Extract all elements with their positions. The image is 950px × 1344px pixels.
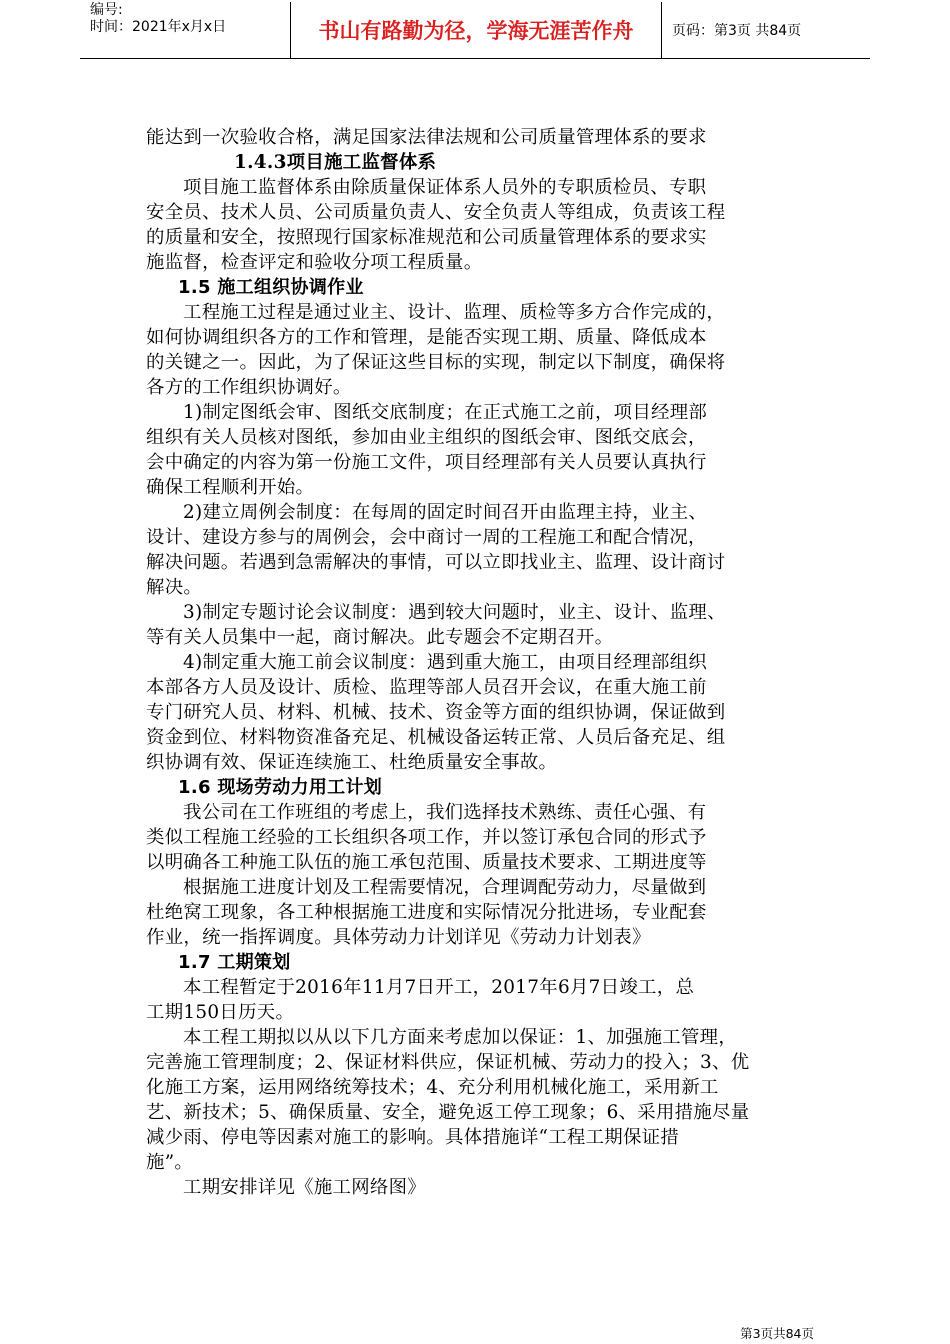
- body-line: 施监督，检查评定和验收分项工程质量。: [146, 252, 483, 273]
- body-line: 化施工方案，运用网络统筹技术；4、充分利用机械化施工，采用新工: [146, 1077, 719, 1098]
- header-meta: [80, 2, 291, 58]
- body-line: 会中确定的内容为第一份施工文件，项目经理部有关人员要认真执行: [146, 452, 707, 473]
- body-line: 减少雨、停电等因素对施工的影响。具体措施详“工程工期保证措: [146, 1127, 680, 1148]
- body-line: 组织有关人员核对图纸，参加由业主组织的图纸会审、图纸交底会，: [146, 427, 707, 448]
- body-line: 织协调有效、保证连续施工、杜绝质量安全事故。: [146, 752, 558, 773]
- section-heading-1-5: 1.5 施工组织协调作业: [178, 277, 364, 298]
- header-page-info: 页码：第3页 共84页: [672, 23, 802, 39]
- body-line: 3)制定专题讨论会议制度：遇到较大问题时，业主、设计、监理、: [183, 602, 726, 623]
- page-footer: 第3页共84页: [740, 1326, 814, 1341]
- body-line: 我公司在工作班组的考虑上，我们选择技术熟练、责任心强、有: [183, 802, 707, 823]
- body-line: 完善施工管理制度；2、保证材料供应，保证机械、劳动力的投入；3、优: [146, 1052, 750, 1073]
- body-line: 本部各方人员及设计、质检、监理等部人员召开会议，在重大施工前: [146, 677, 707, 698]
- body-line: 项目施工监督体系由除质量保证体系人员外的专职质检员、专职: [183, 177, 707, 198]
- body-line: 2)建立周例会制度：在每周的固定时间召开由监理主持，业主、: [183, 502, 708, 523]
- body-line: 专门研究人员、材料、机械、技术、资金等方面的组织协调，保证做到: [146, 702, 726, 723]
- section-heading-1-4-3: 1.4.3项目施工监督体系: [234, 152, 437, 173]
- document-time: 时间：2021年x月x日: [90, 19, 227, 35]
- body-line: 工期150日历天。: [146, 1002, 295, 1023]
- body-line: 作业，统一指挥调度。具体劳动力计划详见《劳动力计划表》: [146, 927, 651, 948]
- body-line: 本工程暂定于2016年11月7日开工，2017年6月7日竣工，总: [183, 977, 695, 998]
- document-number-label: 编号:: [90, 2, 123, 18]
- body-line: 类似工程施工经验的工长组织各项工作，并以签订承包合同的形式予: [146, 827, 707, 848]
- body-line: 本工程工期拟以从以下几方面来考虑加以保证：1、加强施工管理，: [183, 1027, 738, 1048]
- body-line: 各方的工作组织协调好。: [146, 377, 352, 398]
- body-line: 以明确各工种施工队伍的施工承包范围、质量技术要求、工期进度等: [146, 852, 707, 873]
- body-line: 等有关人员集中一起，商讨解决。此专题会不定期召开。: [146, 627, 614, 648]
- body-line: 安全员、技术人员、公司质量负责人、安全负责人等组成，负责该工程: [146, 202, 726, 223]
- header-motto: 书山有路勤为径，学海无涯苦作舟: [291, 2, 662, 58]
- body-line: 确保工程顺利开始。: [146, 477, 315, 498]
- body-line: 工期安排详见《施工网络图》: [183, 1177, 426, 1198]
- page-header: [80, 2, 870, 59]
- body-line: 解决问题。若遇到急需解决的事情，可以立即找业主、监理、设计商讨: [146, 552, 726, 573]
- body-line: 如何协调组织各方的工作和管理，是能否实现工期、质量、降低成本: [146, 327, 707, 348]
- body-line: 工程施工过程是通过业主、设计、监理、质检等多方合作完成的，: [183, 302, 726, 323]
- body-line: 4)制定重大施工前会议制度：遇到重大施工，由项目经理部组织: [183, 652, 708, 673]
- body-line: 杜绝窝工现象，各工种根据施工进度和实际情况分批进场，专业配套: [146, 902, 707, 923]
- body-line: 艺、新技术；5、确保质量、安全，避免返工停工现象；6、采用措施尽量: [146, 1102, 750, 1123]
- body-line: 的关键之一。因此，为了保证这些目标的实现，制定以下制度，确保将: [146, 352, 726, 373]
- body-line: 1)制定图纸会审、图纸交底制度；在正式施工之前，项目经理部: [183, 402, 708, 423]
- body-line: 资金到位、材料物资准备充足、机械设备运转正常、人员后备充足、组: [146, 727, 726, 748]
- body-line: 能达到一次验收合格，满足国家法律法规和公司质量管理体系的要求: [146, 127, 707, 148]
- body-line: 根据施工进度计划及工程需要情况，合理调配劳动力，尽量做到: [183, 877, 707, 898]
- body-line: 设计、建设方参与的周例会，会中商讨一周的工程施工和配合情况，: [146, 527, 707, 548]
- section-heading-1-6: 1.6 现场劳动力用工计划: [178, 777, 383, 798]
- section-heading-1-7: 1.7 工期策划: [178, 952, 291, 973]
- body-line: 解决。: [146, 577, 203, 598]
- body-line: 的质量和安全，按照现行国家标准规范和公司质量管理体系的要求实: [146, 227, 707, 248]
- document-body: [146, 125, 816, 1200]
- body-line: 施”。: [146, 1152, 194, 1173]
